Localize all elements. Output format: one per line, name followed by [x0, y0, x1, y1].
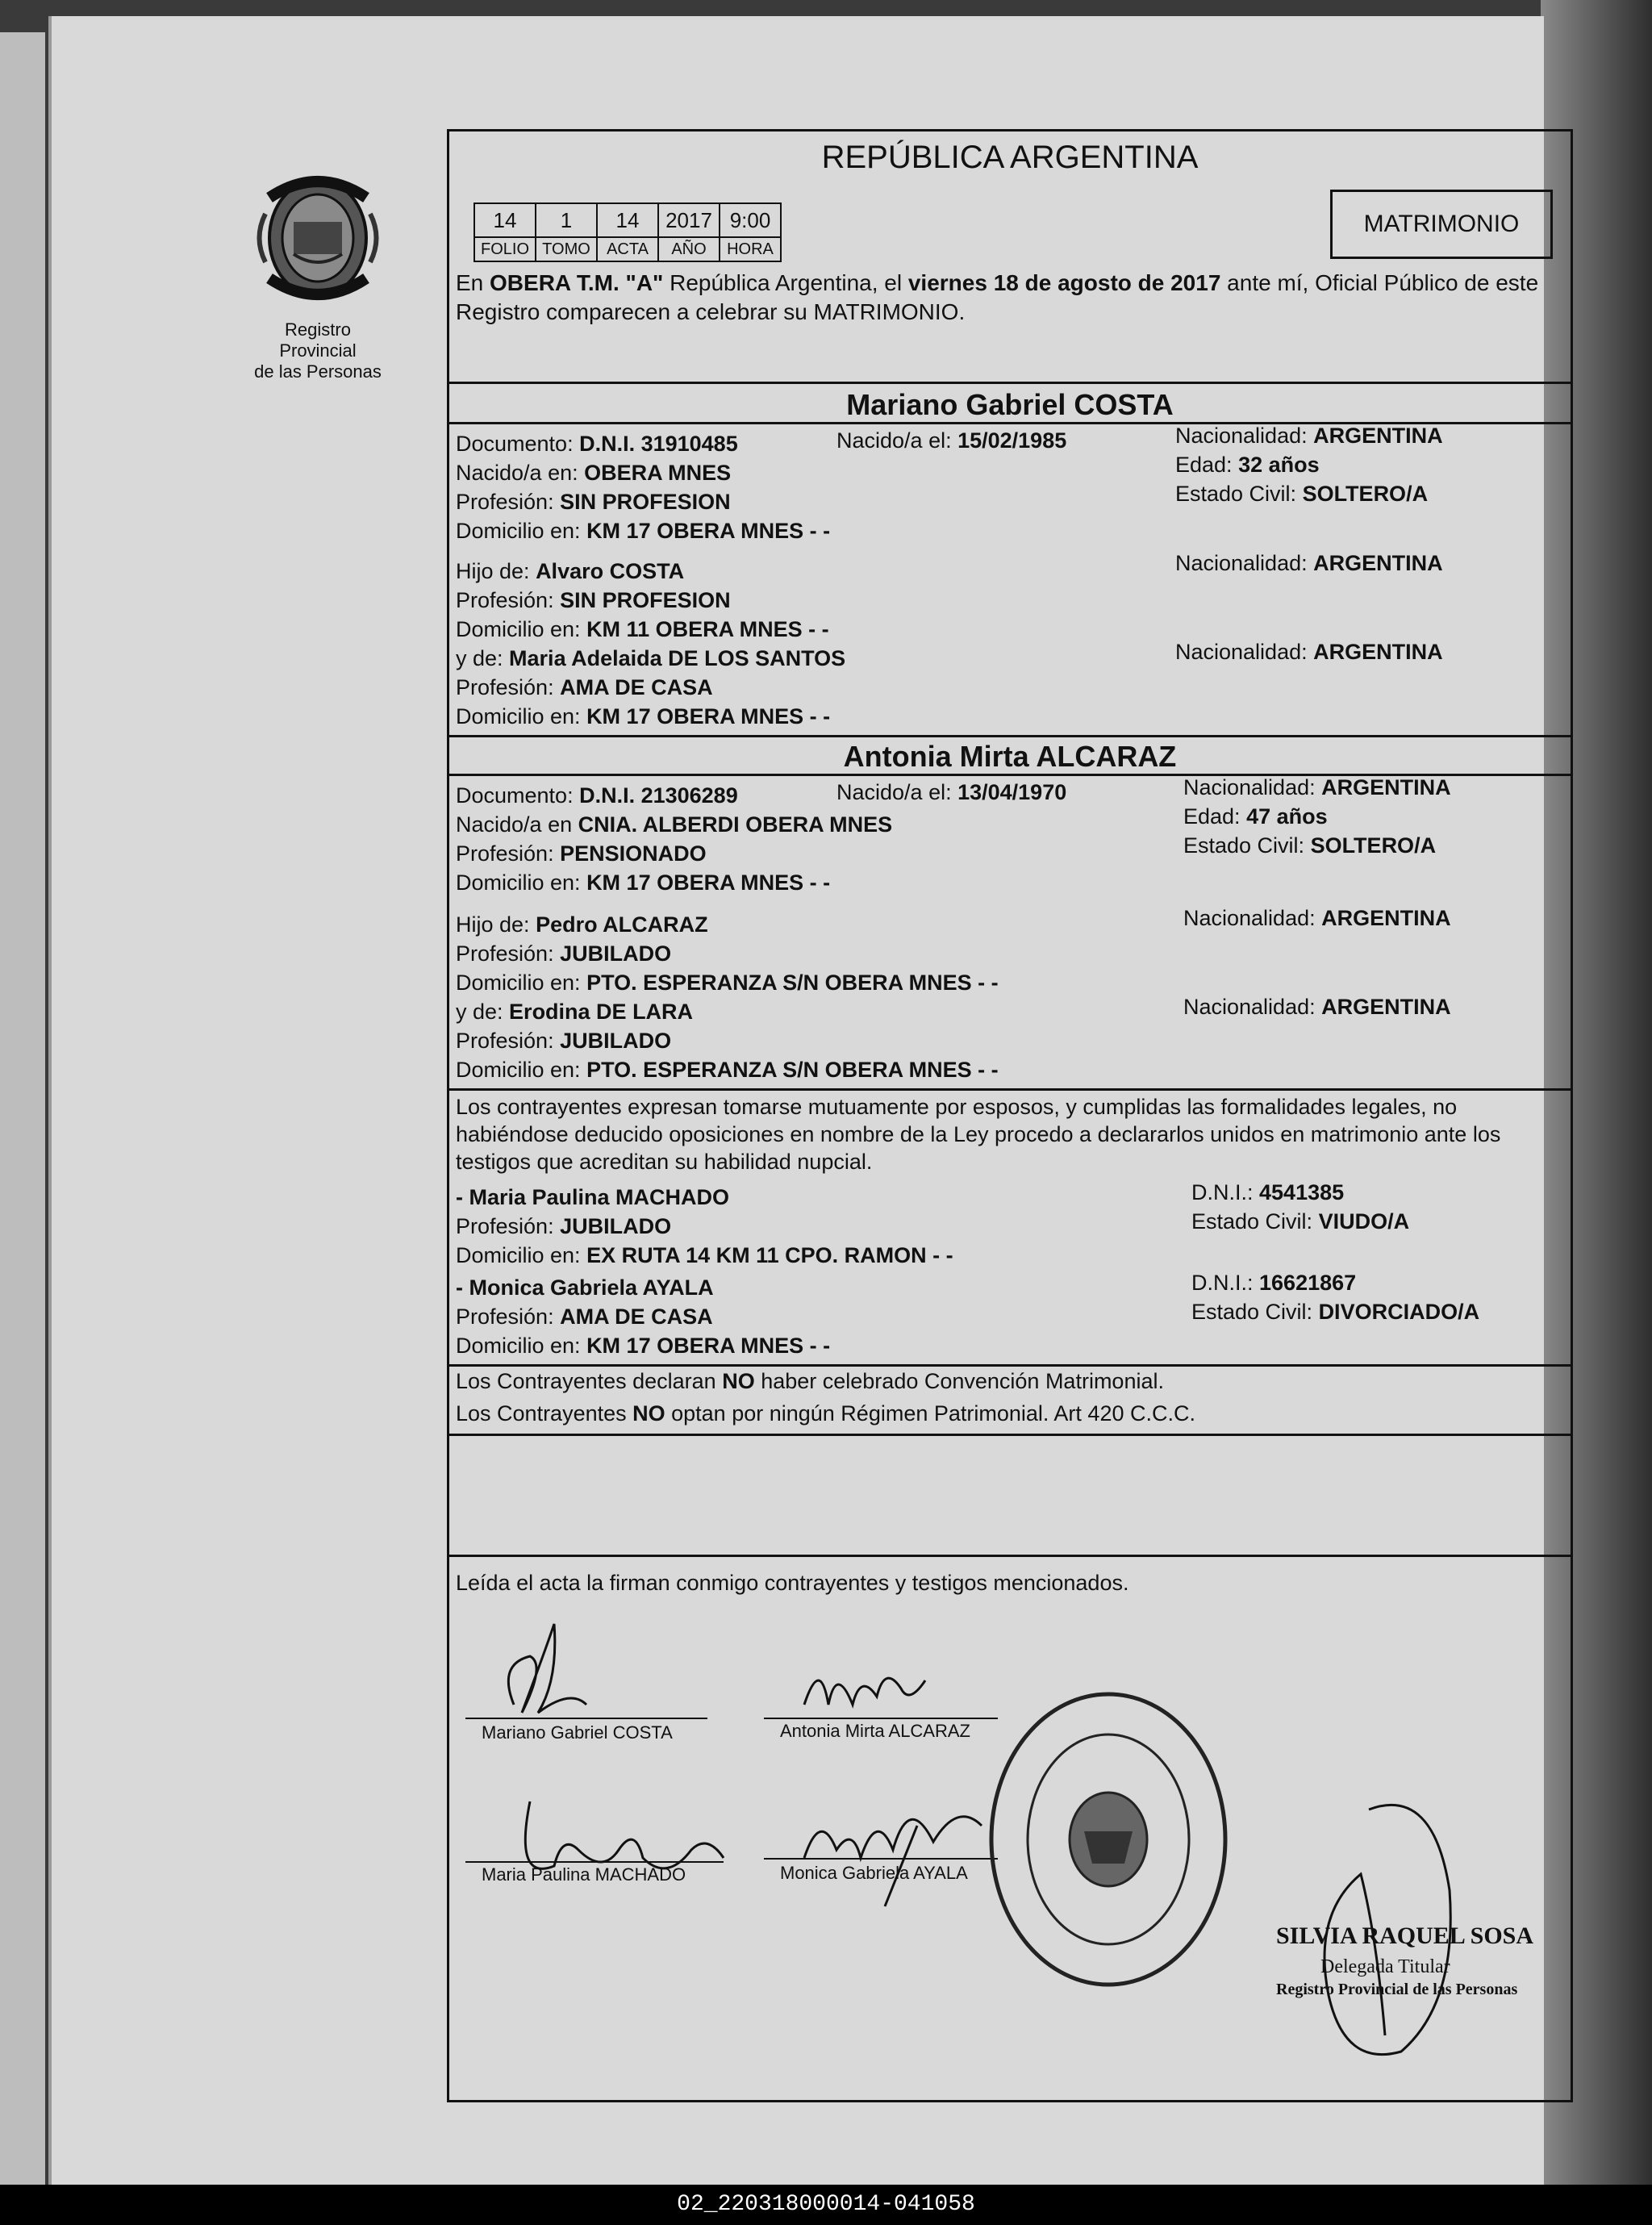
- divider: [449, 382, 1571, 384]
- hour-label: HORA: [720, 237, 781, 261]
- book-spine: [0, 32, 45, 2194]
- bride-profession: Profesión: PENSIONADO: [456, 841, 707, 866]
- bride-mother-profession: Profesión: JUBILADO: [456, 1029, 672, 1053]
- bride-address: Domicilio en: KM 17 OBERA MNES - -: [456, 870, 831, 895]
- tomo-label: TOMO: [536, 237, 597, 261]
- divider: [449, 1364, 1571, 1367]
- groom-father-profession: Profesión: SIN PROFESION: [456, 588, 731, 612]
- witness1-name: - Maria Paulina MACHADO: [456, 1185, 730, 1209]
- witness2-name: - Monica Gabriela AYALA: [456, 1275, 714, 1300]
- divider: [449, 1555, 1571, 1557]
- groom-mother-address: Domicilio en: KM 17 OBERA MNES - -: [456, 704, 831, 728]
- witness1-signature-line: [465, 1861, 724, 1863]
- groom-signature-label: Mariano Gabriel COSTA: [482, 1722, 673, 1743]
- groom-father: Hijo de: Alvaro COSTA: [456, 559, 685, 583]
- document-page: [48, 16, 1544, 2186]
- bride-document: Documento: D.N.I. 21306289: [456, 783, 738, 808]
- divider: [449, 1434, 1571, 1436]
- year-value: 2017: [658, 203, 720, 237]
- bride-age: Edad: 47 años: [1183, 804, 1328, 829]
- declaration-text: Los contrayentes expresan tomarse mutuamente por esposos, y cumplidas las formalidades legales, no habiéndose deducido oposiciones en nombre de la Ley procedo a declararlos unidos en matrimonio ante los testigos que acreditan su habilidad nupcial.: [456, 1095, 1501, 1174]
- witness2-address: Domicilio en: KM 17 OBERA MNES - -: [456, 1334, 831, 1358]
- act-type-box: MATRIMONIO: [1330, 190, 1553, 259]
- bride-nationality: Nacionalidad: ARGENTINA: [1183, 775, 1451, 799]
- folio-label: FOLIO: [474, 237, 536, 261]
- closing-text: Leída el acta la firman conmigo contrayentes y testigos mencionados.: [456, 1571, 1129, 1595]
- witness1-signature-label: Maria Paulina MACHADO: [482, 1864, 686, 1885]
- witness1-civil-status: Estado Civil: VIUDO/A: [1191, 1209, 1410, 1234]
- groom-father-nationality: Nacionalidad: ARGENTINA: [1175, 551, 1443, 575]
- bride-civil-status: Estado Civil: SOLTERO/A: [1183, 833, 1437, 858]
- witness1-address: Domicilio en: EX RUTA 14 KM 11 CPO. RAMON - -: [456, 1243, 953, 1267]
- registry-stamp-icon: [979, 1686, 1237, 1993]
- groom-profession: Profesión: SIN PROFESION: [456, 490, 731, 514]
- divider: [449, 1088, 1571, 1091]
- acta-value: 14: [597, 203, 658, 237]
- groom-father-address: Domicilio en: KM 11 OBERA MNES - -: [456, 617, 829, 641]
- groom-nationality: Nacionalidad: ARGENTINA: [1175, 424, 1443, 448]
- bride-signature-label: Antonia Mirta ALCARAZ: [780, 1721, 970, 1741]
- bride-mother-address: Domicilio en: PTO. ESPERANZA S/N OBERA MNES - -: [456, 1058, 999, 1082]
- groom-address: Domicilio en: KM 17 OBERA MNES - -: [456, 519, 831, 543]
- groom-mother-profession: Profesión: AMA DE CASA: [456, 675, 713, 699]
- bride-father-nationality: Nacionalidad: ARGENTINA: [1183, 906, 1451, 930]
- divider: [449, 735, 1571, 737]
- bride-mother-nationality: Nacionalidad: ARGENTINA: [1183, 995, 1451, 1019]
- bride-signature-line: [764, 1718, 998, 1719]
- groom-age: Edad: 32 años: [1175, 453, 1320, 477]
- bride-father-address: Domicilio en: PTO. ESPERANZA S/N OBERA MNES - -: [456, 971, 999, 995]
- convention-line-2: Los Contrayentes NO optan por ningún Régimen Patrimonial. Art 420 C.C.C.: [456, 1401, 1195, 1426]
- bride-name: Antonia Mirta ALCARAZ: [843, 740, 1177, 773]
- witness1-profession: Profesión: JUBILADO: [456, 1214, 672, 1238]
- groom-mother: y de: Maria Adelaida DE LOS SANTOS: [456, 646, 846, 670]
- witness2-dni: D.N.I.: 16621867: [1191, 1271, 1357, 1295]
- registry-caption: Registro Provincial de las Personas: [254, 319, 382, 382]
- bride-birth-place: Nacido/a en CNIA. ALBERDI OBERA MNES: [456, 812, 893, 837]
- bride-birth-date: Nacido/a el: 13/04/1970: [836, 780, 1067, 804]
- witness1-dni: D.N.I.: 4541385: [1191, 1180, 1345, 1204]
- witness2-signature-label: Monica Gabriela AYALA: [780, 1863, 968, 1883]
- acta-label: ACTA: [597, 237, 658, 261]
- year-label: AÑO: [658, 237, 720, 261]
- hour-value: 9:00: [720, 203, 781, 237]
- groom-birth-date: Nacido/a el: 15/02/1985: [836, 428, 1067, 453]
- intro-paragraph: En OBERA T.M. "A" República Argentina, el viernes 18 de agosto de 2017 ante mí, Oficial Público de este Registro comparecen a celebrar su MATRIMONIO.: [456, 270, 1539, 324]
- registry-logo: [245, 165, 390, 382]
- official-organization: Registro Provincial de las Personas: [1276, 1981, 1518, 1998]
- official-name: SILVIA RAQUEL SOSA: [1276, 1922, 1534, 1949]
- folio-value: 14: [474, 203, 536, 237]
- witness2-profession: Profesión: AMA DE CASA: [456, 1305, 713, 1329]
- witness2-civil-status: Estado Civil: DIVORCIADO/A: [1191, 1300, 1480, 1324]
- official-title: Delegada Titular: [1320, 1956, 1450, 1977]
- convention-line-1: Los Contrayentes declaran NO haber celebrado Convención Matrimonial.: [456, 1369, 1164, 1393]
- groom-signature-line: [465, 1718, 707, 1719]
- misiones-seal-icon: [245, 165, 390, 311]
- official-signature-icon: [1312, 1793, 1474, 2076]
- bride-father: Hijo de: Pedro ALCARAZ: [456, 912, 708, 937]
- groom-name: Mariano Gabriel COSTA: [846, 388, 1174, 421]
- bride-signature-icon: [788, 1648, 933, 1721]
- bride-mother: y de: Erodina DE LARA: [456, 1000, 694, 1024]
- groom-document: Documento: D.N.I. 31910485: [456, 432, 738, 456]
- groom-civil-status: Estado Civil: SOLTERO/A: [1175, 482, 1429, 506]
- country-title: REPÚBLICA ARGENTINA: [821, 140, 1199, 175]
- groom-signature-icon: [482, 1616, 611, 1729]
- scan-code-bar: 02_220318000014-041058: [0, 2185, 1652, 2225]
- tomo-value: 1: [536, 203, 597, 237]
- witness2-signature-line: [764, 1858, 998, 1860]
- folio-table: [473, 202, 782, 262]
- bride-father-profession: Profesión: JUBILADO: [456, 941, 672, 966]
- groom-mother-nationality: Nacionalidad: ARGENTINA: [1175, 640, 1443, 664]
- witness2-signature-icon: [772, 1777, 1014, 1922]
- groom-birth-place: Nacido/a en: OBERA MNES: [456, 461, 732, 485]
